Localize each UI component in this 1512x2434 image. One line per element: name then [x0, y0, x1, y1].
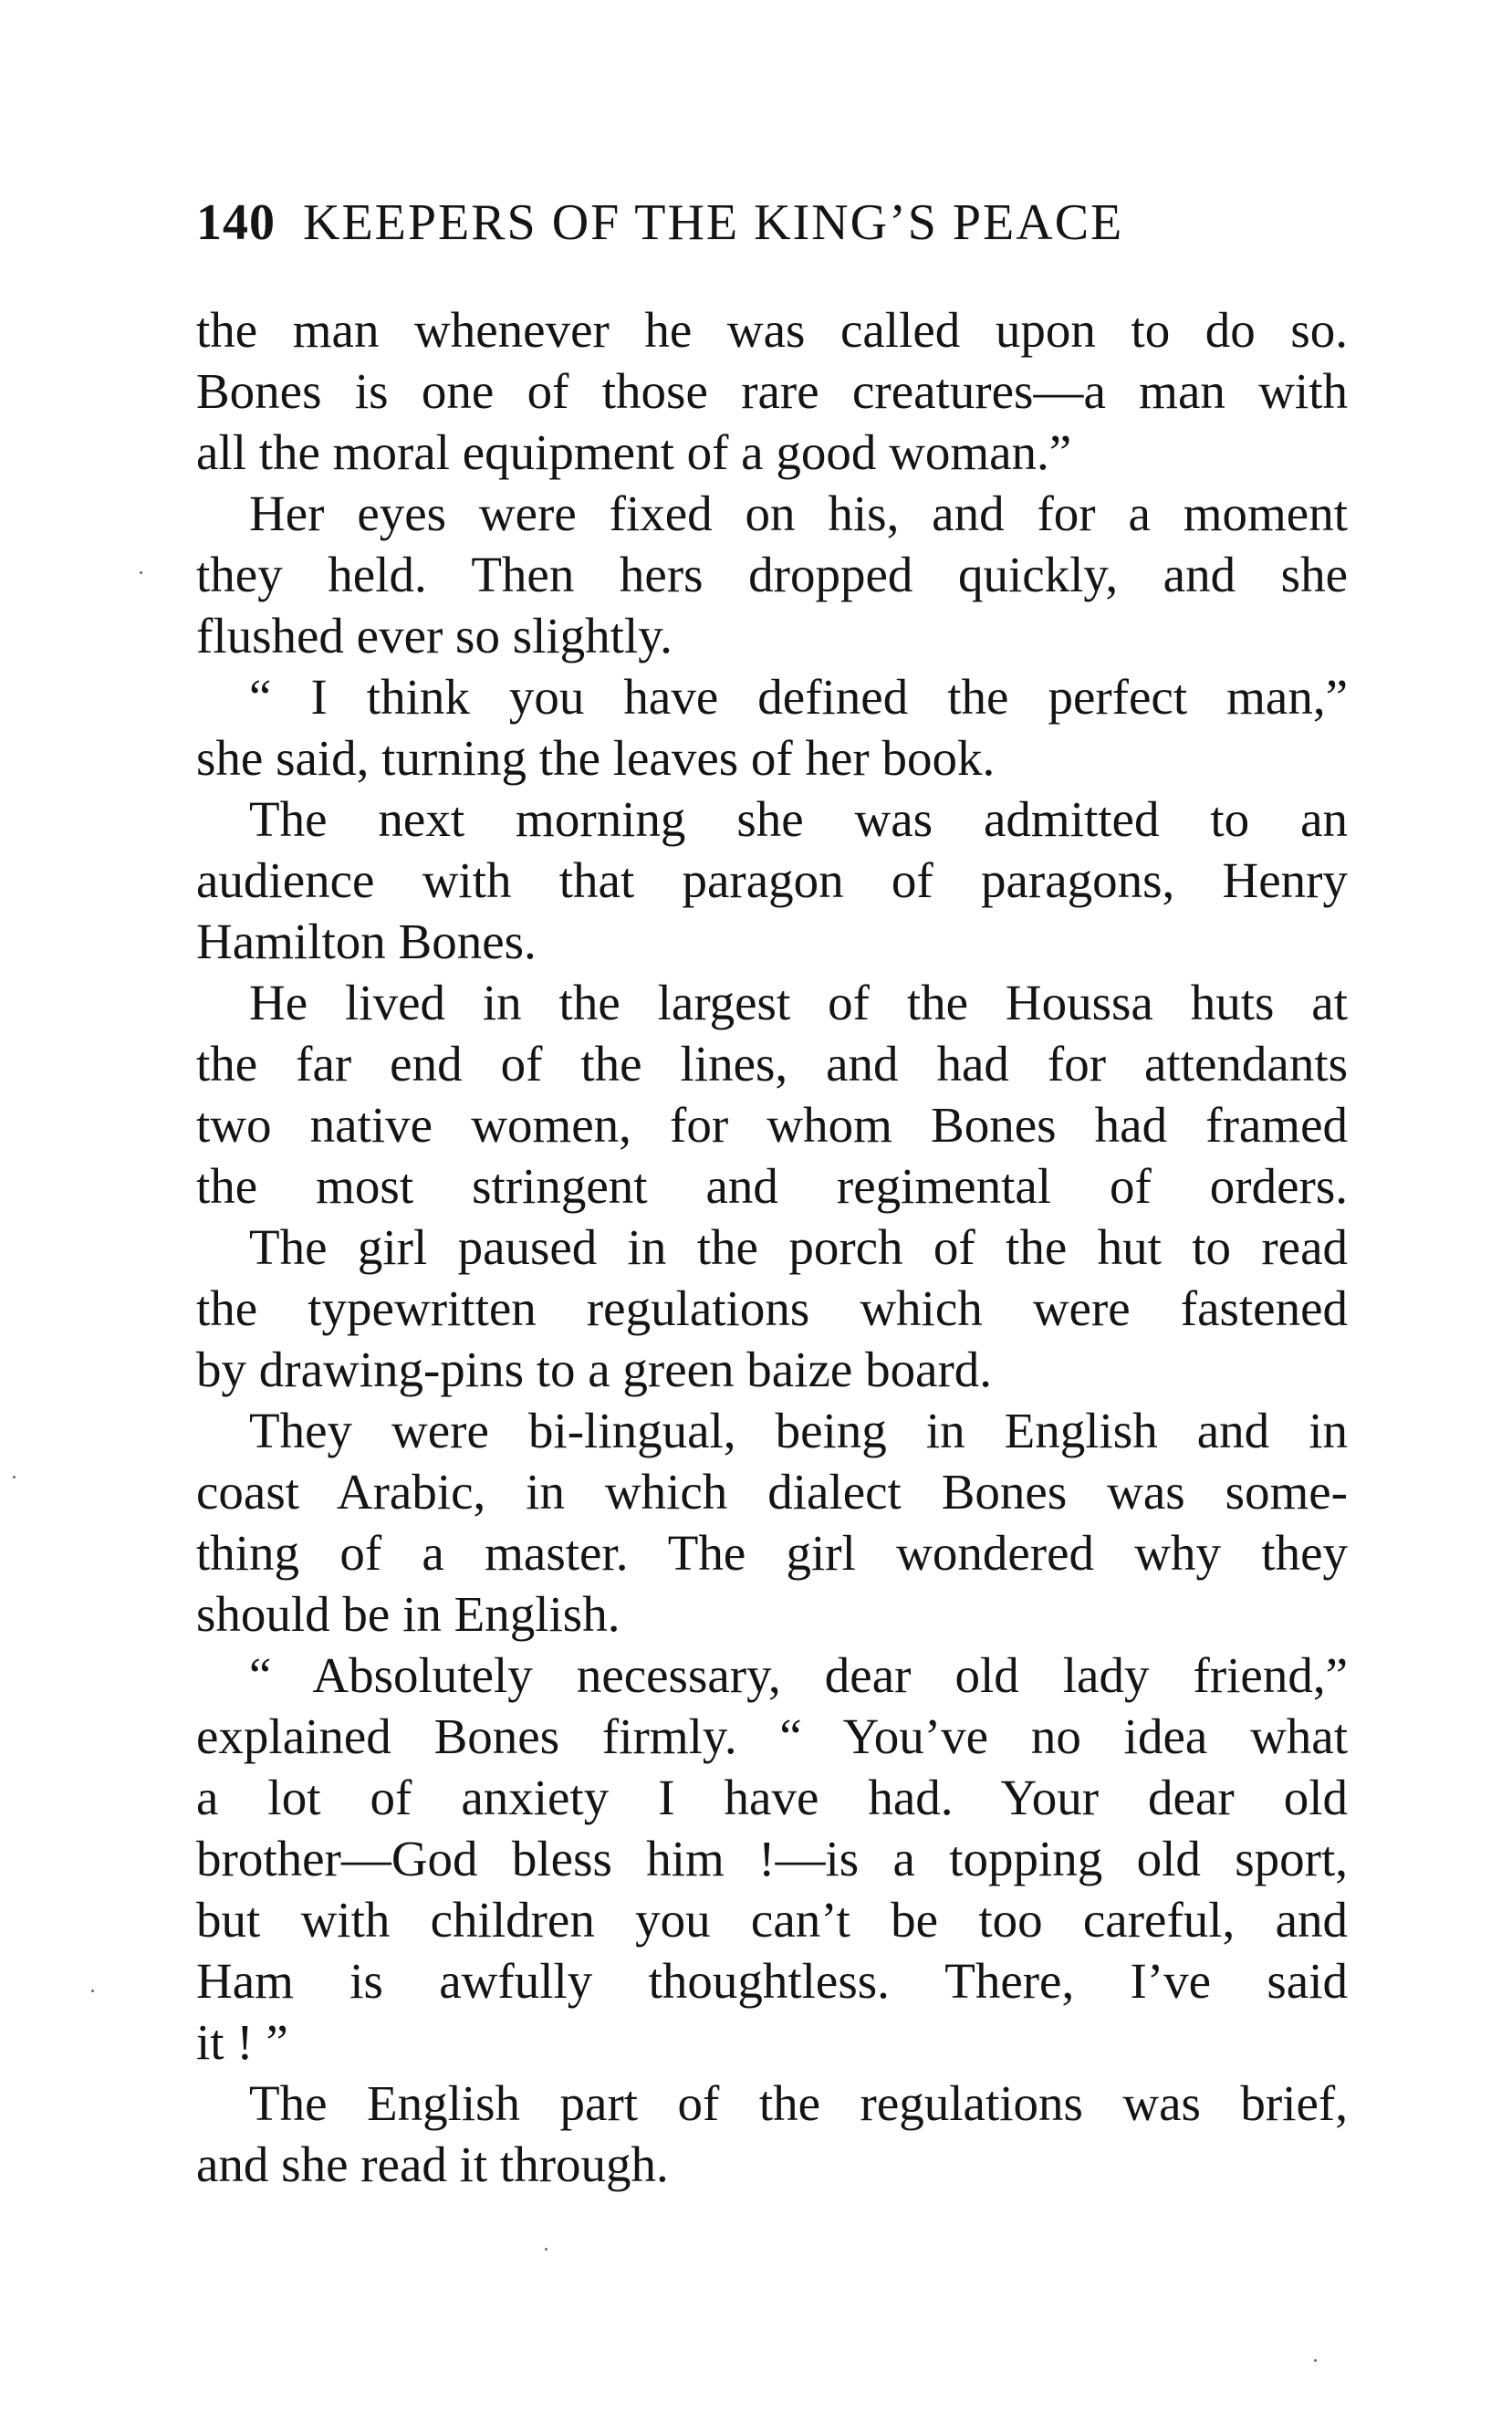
text-line: the far end of the lines, and had for attendants [196, 1036, 1348, 1092]
text-line: a lot of anxiety I have had. Your dear old [196, 1770, 1348, 1825]
paper-speck [140, 571, 142, 574]
text-line: the man whenever he was called upon to do so. [196, 302, 1348, 358]
text-line: should be in English. [196, 1586, 620, 1642]
text-line: and she read it through. [196, 2136, 669, 2192]
book-title: KEEPERS OF THE KING’S PEACE [303, 194, 1124, 251]
text-line: Her eyes were fixed on his, and for a moment [249, 486, 1348, 541]
paper-speck [545, 2248, 547, 2251]
text-line: but with children you can’t be too careful, and [196, 1892, 1348, 1948]
text-line: the typewritten regulations which were fastened [196, 1280, 1348, 1336]
page-number: 140 [196, 194, 276, 251]
body-text [196, 299, 1348, 2195]
paper-speck [91, 1990, 94, 1992]
text-line: brother—God bless him !—is a topping old sport, [196, 1831, 1348, 1886]
text-line: “ Absolutely necessary, dear old lady friend,” [249, 1647, 1348, 1703]
text-line: two native women, for whom Bones had framed [196, 1097, 1348, 1153]
paper-speck [13, 1476, 16, 1478]
text-line: flushed ever so slightly. [196, 608, 673, 663]
text-line: they held. Then hers dropped quickly, and she [196, 547, 1348, 602]
text-line: by drawing-pins to a green baize board. [196, 1342, 993, 1397]
text-line: thing of a master. The girl wondered why they [196, 1525, 1348, 1581]
text-line: audience with that paragon of paragons, Henry [196, 852, 1348, 908]
running-head [196, 193, 1348, 257]
text-line: all the moral equipment of a good woman.” [196, 424, 1072, 480]
text-line: Ham is awfully thoughtless. There, I’ve said [196, 1953, 1348, 2009]
text-line: she said, turning the leaves of her book. [196, 730, 996, 786]
text-line: He lived in the largest of the Houssa huts at [249, 975, 1348, 1030]
text-line: They were bi-lingual, being in English and in [249, 1403, 1348, 1458]
text-line: coast Arabic, in which dialect Bones was some- [196, 1464, 1348, 1520]
text-line: The English part of the regulations was brief, [249, 2075, 1348, 2131]
text-line: The girl paused in the porch of the hut to read [249, 1219, 1348, 1275]
text-line: Hamilton Bones. [196, 914, 537, 969]
text-line: the most stringent and regimental of orders. [196, 1158, 1348, 1214]
text-line: explained Bones firmly. “ You’ve no idea what [196, 1708, 1348, 1764]
text-line: “ I think you have defined the perfect man,” [249, 669, 1348, 725]
paper-speck [1314, 2359, 1317, 2362]
text-line: it ! ” [196, 2014, 288, 2070]
text-line: Bones is one of those rare creatures—a man with [196, 363, 1348, 419]
text-line: The next morning she was admitted to an [249, 791, 1348, 847]
